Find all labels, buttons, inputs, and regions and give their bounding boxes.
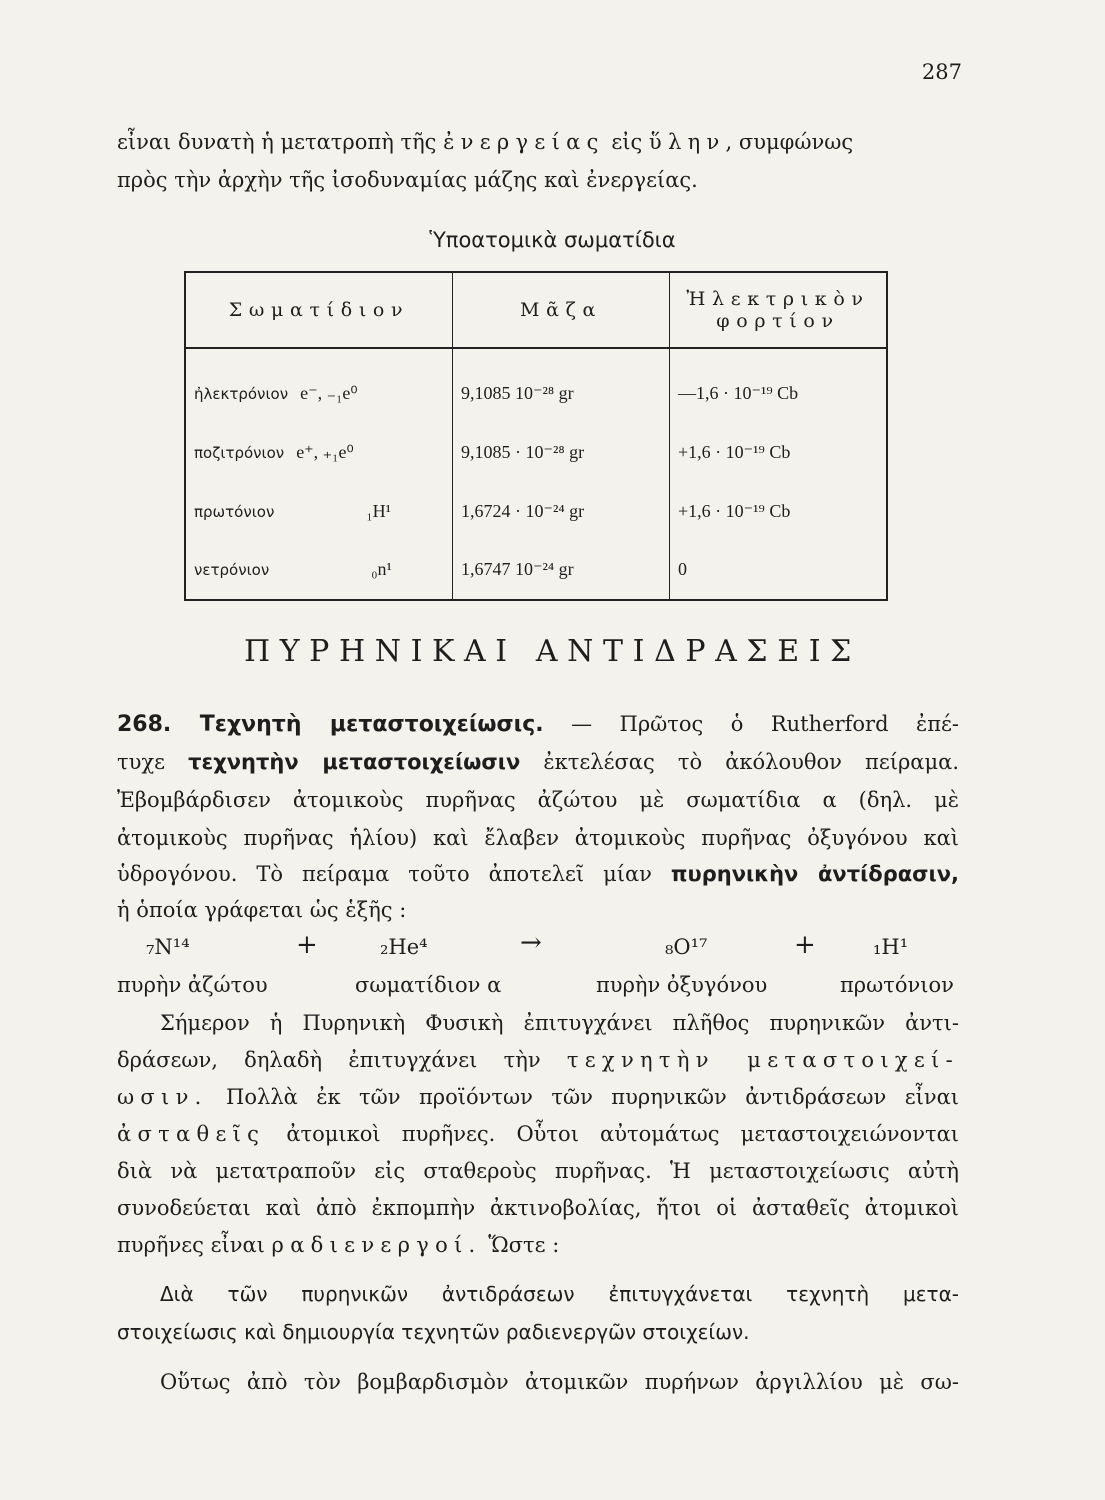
header-particle: Σωματίδιον bbox=[185, 272, 453, 348]
eq-plus-1: + bbox=[296, 930, 318, 960]
para2-line-2: δράσεων, δηλαδὴ ἐπιτυγχάνει τὴν τεχνητὴν μεταστοιχεί- bbox=[117, 1048, 959, 1072]
para268-line-5: ὑδρογόνου. Τὸ πείραμα τοῦτο ἀποτελεῖ μίαν πυρηνικὴν ἀντίδρασιν, bbox=[117, 862, 959, 886]
mass-cell: 1,6747 10⁻²⁴ gr bbox=[453, 540, 670, 600]
para2-line-5: διὰ νὰ μετατραποῦν εἰς σταθεροὺς πυρῆνας. Ἡ μεταστοιχείωσις αὐτὴ bbox=[117, 1159, 959, 1183]
table-row bbox=[185, 348, 887, 424]
summary-line-1: Διὰ τῶν πυρηνικῶν ἀντιδράσεων ἐπιτυγχάνεται τεχνητὴ μετα- bbox=[160, 1282, 959, 1306]
label-oxygen: πυρὴν ὀξυγόνου bbox=[596, 973, 768, 997]
eq-nitrogen: ₇N¹⁴ bbox=[146, 935, 190, 959]
particle-cell: ποζιτρόνιον e⁺, ₊₁e⁰ bbox=[185, 424, 453, 482]
particle-cell: νετρόνιον ₀n¹ bbox=[185, 540, 453, 600]
summary-line-2: στοιχείωσις καὶ δημιουργία τεχνητῶν ραδιενεργῶν στοιχείων. bbox=[117, 1320, 750, 1344]
mass-cell: 1,6724 · 10⁻²⁴ gr bbox=[453, 482, 670, 540]
charge-cell: +1,6 · 10⁻¹⁹ Cb bbox=[670, 424, 888, 482]
intro-line-2: πρὸς τὴν ἀρχὴν τῆς ἰσοδυναμίας μάζης καὶ ἐνεργείας. bbox=[117, 168, 698, 192]
eq-arrow: → bbox=[520, 928, 542, 958]
para2-line-1: Σήμερον ἡ Πυρηνικὴ Φυσικὴ ἐπιτυγχάνει πλῆθος πυρηνικῶν ἀντι- bbox=[160, 1011, 959, 1035]
table-row bbox=[185, 424, 887, 482]
para2-line-6: συνοδεύεται καὶ ἀπὸ ἐκπομπὴν ἀκτινοβολίας, ἤτοι οἱ ἀσταθεῖς ἀτομικοὶ bbox=[117, 1196, 959, 1220]
eq-hydrogen: ₁H¹ bbox=[873, 935, 909, 959]
page-number: 287 bbox=[921, 60, 962, 84]
eq-helium: ₂He⁴ bbox=[380, 935, 428, 959]
intro-line-1: εἶναι δυνατὴ ἡ μετατροπὴ τῆς ἐνεργείας εἰς ὕλην, συμφώνως bbox=[117, 130, 854, 154]
eq-oxygen: ₈O¹⁷ bbox=[665, 935, 708, 959]
article-heading: 268. Τεχνητὴ μεταστοιχείωσις. bbox=[117, 712, 544, 737]
subatomic-particles-table bbox=[184, 271, 888, 601]
para2-line-3: ωσιν. Πολλὰ ἐκ τῶν προϊόντων τῶν πυρηνικῶν ἀντιδράσεων εἶναι bbox=[117, 1085, 959, 1109]
section-title: ΠΥΡΗΝΙΚΑΙ ΑΝΤΙΔΡΑΣΕΙΣ bbox=[244, 634, 861, 669]
label-alpha: σωματίδιον α bbox=[355, 973, 502, 997]
para268-line-3: Ἐβομβάρδισεν ἀτομικοὺς πυρῆνας ἀζώτου μὲ σωματίδια α (δηλ. μὲ bbox=[117, 788, 959, 812]
charge-cell: +1,6 · 10⁻¹⁹ Cb bbox=[670, 482, 888, 540]
label-proton: πρωτόνιον bbox=[840, 973, 954, 997]
para268-line-1: 268. Τεχνητὴ μεταστοιχείωσις. — Πρῶτος ὁ Rutherford ἐπέ- bbox=[117, 712, 959, 737]
para2-line-7: πυρῆνες εἶναι ραδιενεργοί. Ὥστε : bbox=[117, 1233, 560, 1257]
header-mass: Μᾶζα bbox=[453, 272, 670, 348]
mass-cell: 9,1085 10⁻²⁸ gr bbox=[453, 348, 670, 424]
table-row bbox=[185, 540, 887, 600]
header-charge: Ἠλεκτρικὸν φορτίον bbox=[670, 272, 888, 348]
particle-cell: πρωτόνιον ₁H¹ bbox=[185, 482, 453, 540]
charge-cell: —1,6 · 10⁻¹⁹ Cb bbox=[670, 348, 888, 424]
particle-cell: ἠλεκτρόνιον e⁻, ₋₁e⁰ bbox=[185, 348, 453, 424]
para2-line-4: ἀσταθεῖς ἀτομικοὶ πυρῆνες. Οὗτοι αὐτομάτως μεταστοιχειώνονται bbox=[117, 1122, 959, 1146]
mass-cell: 9,1085 · 10⁻²⁸ gr bbox=[453, 424, 670, 482]
table-caption: Ὑποατομικὰ σωματίδια bbox=[429, 228, 676, 252]
charge-cell: 0 bbox=[670, 540, 888, 600]
para268-line-2: τυχε τεχνητὴν μεταστοιχείωσιν ἐκτελέσας τὸ ἀκόλουθον πείραμα. bbox=[117, 750, 959, 774]
last-line: Οὕτως ἀπὸ τὸν βομβαρδισμὸν ἀτομικῶν πυρήνων ἀργιλλίου μὲ σω- bbox=[160, 1370, 959, 1394]
para268-line-6: ἡ ὁποία γράφεται ὡς ἑξῆς : bbox=[117, 898, 407, 922]
para268-line-4: ἀτομικοὺς πυρῆνας ἡλίου) καὶ ἔλαβεν ἀτομικοὺς πυρῆνας ὀξυγόνου καὶ bbox=[117, 826, 959, 850]
label-nitrogen: πυρὴν ἀζώτου bbox=[117, 973, 268, 997]
eq-plus-2: + bbox=[794, 930, 816, 960]
table-row bbox=[185, 482, 887, 540]
